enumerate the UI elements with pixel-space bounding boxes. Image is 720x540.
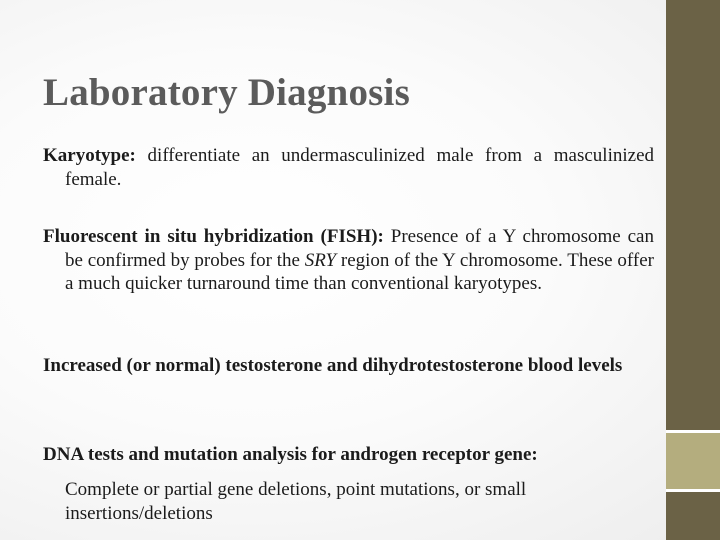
karyotype-lead: Karyotype: [43, 145, 136, 166]
hormone-lead: Increased (or normal) testosterone and dihydrotestosterone blood levels [43, 355, 623, 376]
fish-lead: Fluorescent in situ hybridization (FISH): [43, 226, 384, 247]
sidebar-divider-bottom [666, 489, 720, 492]
fish-paragraph [43, 225, 654, 296]
dna-paragraph [43, 443, 654, 467]
fish-text-before: Presence of a Y chromosome can be confirmed by probes for the [65, 226, 654, 271]
fish-sry-italic: SRY [304, 249, 337, 271]
slide-title: Laboratory Diagnosis [43, 71, 410, 114]
dna-lead: DNA tests and mutation analysis for androgen receptor gene: [43, 444, 538, 465]
hormone-paragraph [43, 354, 654, 378]
fish-text-after: region of the Y chromosome. These offer a much quicker turnaround time than conventional karyotypes. [65, 249, 654, 294]
dna-subtext: Complete or partial gene deletions, point mutations, or small insertions/deletions [65, 479, 527, 524]
sidebar-accent-block [666, 433, 720, 489]
karyotype-text: differentiate an undermasculinized male from a masculinized female. [65, 145, 654, 190]
karyotype-paragraph [43, 144, 654, 191]
